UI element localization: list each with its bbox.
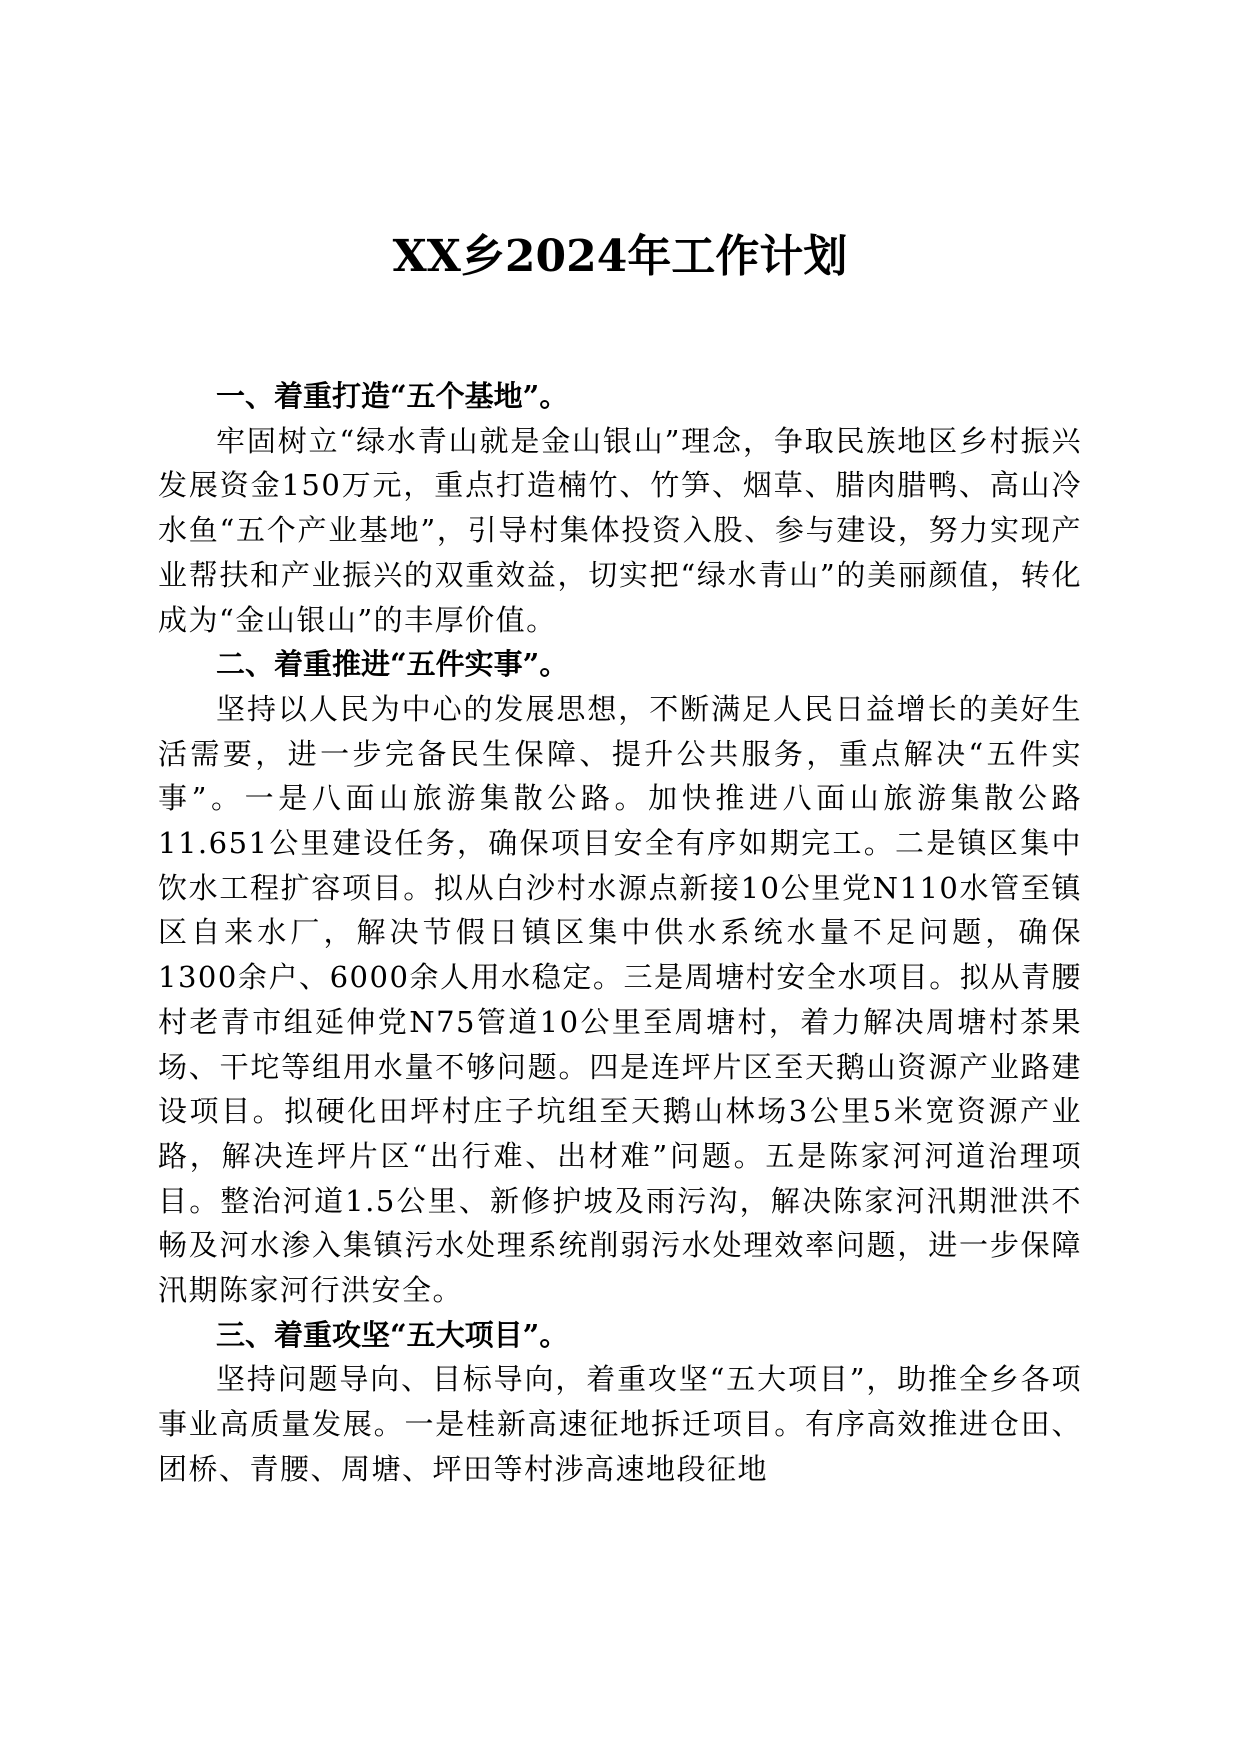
document-title: XX乡2024年工作计划: [392, 231, 848, 282]
section-paragraph-2: 坚持以人民为中心的发展思想，不断满足人民日益增长的美好生活需要，进一步完备民生保障、提升公共服务，重点解决“五件实事”。一是八面山旅游集散公路。加快推进八面山旅游集散公路11.651公里建设任务，确保项目安全有序如期完工。二是镇区集中饮水工程扩容项目。拟从白沙村水源点新接10公里党N110水管至镇区自来水厂，解决节假日镇区集中供水系统水量不足问题，确保1300余户、6000余人用水稳定。三是周塘村安全水项目。拟从青腰村老青市组延伸党N75管道10公里至周塘村，着力解决周塘村茶果场、干坨等组用水量不够问题。四是连坪片区至天鹅山资源产业路建设项目。拟硬化田坪村庄子坑组至天鹅山林场3公里5米宽资源产业路，解决连坪片区“出行难、出材难”问题。五是陈家河河道治理项目。整治河道1.5公里、新修护坡及雨污沟，解决陈家河汛期泄洪不畅及河水渗入集镇污水处理系统削弱污水处理效率问题，进一步保障汛期陈家河行洪安全。: [158, 691, 1082, 1308]
document-body: [158, 374, 1082, 1492]
section-heading-2: 二、着重推进“五件实事”。: [216, 647, 569, 682]
section-heading-3: 三、着重攻坚“五大项目”。: [216, 1317, 569, 1352]
section-paragraph-3: 坚持问题导向、目标导向，着重攻坚“五大项目”，助推全乡各项事业高质量发展。一是桂新高速征地拆迁项目。有序高效推进仓田、团桥、青腰、周塘、坪田等村涉高速地段征地: [158, 1362, 1082, 1486]
section-paragraph-1: 牢固树立“绿水青山就是金山银山”理念，争取民族地区乡村振兴发展资金150万元，重点打造楠竹、竹笋、烟草、腊肉腊鸭、高山冷水鱼“五个产业基地”，引导村集体投资入股、参与建设，努力实现产业帮扶和产业振兴的双重效益，切实把“绿水青山”的美丽颜值，转化成为“金山银山”的丰厚价值。: [158, 423, 1082, 637]
section-heading-1: 一、着重打造“五个基地”。: [216, 379, 569, 413]
